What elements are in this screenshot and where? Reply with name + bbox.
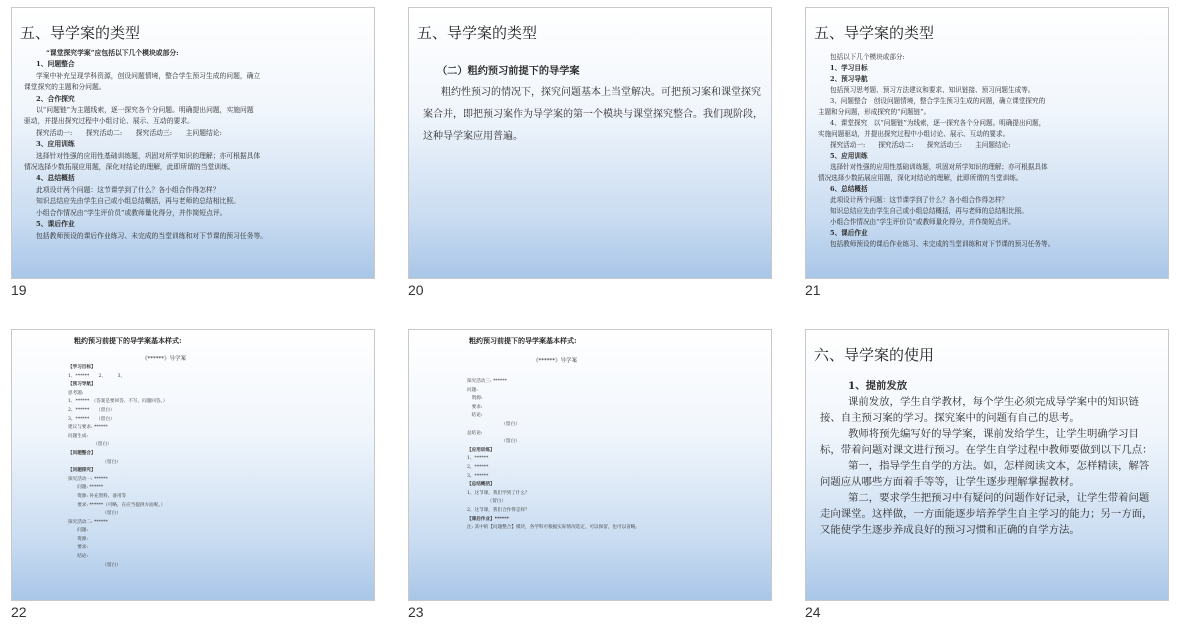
slide-line: 问题: ******: [68, 485, 104, 491]
slide-line: 选择针对性强的应用性基础训练题，巩固对所学知识的理解；亦可根据具体: [830, 163, 1048, 171]
slide-paragraph: 第二，要求学生把预习中有疑问的问题作好记录，让学生带着问题走向课堂。这样做，一方面能逐步培养学生自主学习的能力；另一方面，又能使学生逐步养成良好的预习习惯和正确的自学方法。: [820, 492, 1153, 536]
slide-line: 包括以下几个模块或部分:: [830, 53, 905, 61]
slide-line: 4、总结概括: [36, 174, 75, 183]
slide-line: 探究活动三: ******: [467, 379, 507, 384]
slide-line: 【学习目标】: [68, 365, 96, 370]
slide-line: 1、问题整合: [36, 60, 75, 69]
slide-heading: 1、提前发放: [848, 380, 908, 392]
slide-title: 六、导学案的使用: [814, 346, 935, 364]
slide-line: 2、******: [467, 464, 489, 470]
slide-line: 要求:: [467, 404, 483, 410]
slide-title: 五、导学案的类型: [417, 24, 538, 42]
slide-line: 问题生成:: [68, 433, 88, 439]
slide-line: （留白）: [467, 439, 520, 445]
slide-number: 24: [805, 604, 821, 620]
slide-line: 知识总结应先由学生自己或小组总结概括，再与老师的总结相比照。: [830, 207, 1028, 215]
slide-line: 资源:: [467, 396, 483, 402]
slide-line: 【预习导航】: [68, 382, 96, 388]
slide-line: （留白）: [68, 562, 121, 568]
slide-line: 3、应用训练: [36, 140, 75, 149]
slide-22-canvas[interactable]: [11, 329, 375, 601]
slide-line: 建议与要求: ******: [68, 425, 108, 431]
slide-line: 探究活动二: ******: [68, 519, 108, 525]
slide-line: 1、学习目标: [830, 64, 868, 72]
slide-line: 选择针对性强的应用性基础训练题，巩固对所学知识的理解；亦可根据具体: [36, 151, 261, 160]
slide-body: [820, 378, 1158, 538]
slide-paragraph: 第一，指导学生自学的方法。如，怎样阅读文本，怎样精读，解答问题应从哪些方面着手等等，让学生逐步理解掌握教材。: [820, 460, 1150, 488]
slide-line: 以“问题链”为主题线索，逐一探究各个分问题。明确提出问题，实施问题: [36, 106, 254, 115]
slide-line: 资源: 补充资料、备用等: [68, 493, 127, 499]
slide-line: 6、总结概括: [830, 185, 868, 193]
slide-line: 包括教师预设的课后作业练习、未完成的当堂训练和对下节课的预习任务等。: [830, 240, 1055, 248]
slide-line: 【问题探究】: [68, 468, 96, 474]
slide-title: 粗约预习前提下的导学案基本样式:: [469, 336, 577, 345]
slide-line: 注: 其中的【问题整合】模块，各学科可根据实际情况选定，可以保留，也可以省略。: [467, 525, 640, 531]
slide-19-canvas[interactable]: [11, 7, 375, 279]
slide-line: 问题:: [467, 387, 478, 393]
slide-paragraph: 课前发放，学生自学教材，每个学生必须完成导学案中的知识链接、自主预习案的学习。探究案中的问题有自己的思考。: [820, 396, 1139, 424]
slide-line: 1、******: [467, 456, 489, 462]
slide-line: 驱动，并提出探究过程中小组讨论、展示、互动的要求。: [24, 117, 194, 126]
slide-line: 课堂探究的主题和分问题。: [24, 83, 106, 92]
slide-line: 4、课堂探究 以“问题链”为线索，逐一探究各个分问题。明确提出问题，: [830, 119, 1046, 127]
slide-thumbnail-21[interactable]: [805, 7, 1169, 302]
slide-number: 21: [805, 282, 821, 298]
slide-line: 1、这节课，我们学到了什么？: [467, 490, 530, 496]
slide-20-canvas[interactable]: [408, 7, 772, 279]
slide-line: 2、这节课，我们合作得怎样？: [467, 507, 530, 513]
slide-24-canvas[interactable]: [805, 329, 1169, 601]
slide-thumbnail-24[interactable]: [805, 329, 1169, 624]
slide-number: 22: [11, 604, 27, 620]
slide-subtitle: 《******》导学案: [142, 356, 187, 362]
slide-paragraph: 教师将预先编写好的导学案，课前发给学生，让学生明确学习目标，带着问题对课文进行预习。在学生自学过程中教师要做到以下几点：: [820, 428, 1153, 456]
slide-line: 【课后作业】******: [467, 516, 509, 522]
slide-line: 5、应用训练: [830, 152, 868, 160]
slide-23-canvas[interactable]: [408, 329, 772, 601]
slide-line: 3、******: [467, 473, 489, 479]
slide-line: 探究活动一: 探究活动二: 探究活动三: 主问题结论:: [830, 141, 1011, 149]
slide-line: 2、****** （留白）: [68, 407, 115, 413]
slide-line: 情况选择少数拓展应用题，深化对结论的理解，此即所谓的当堂训练。: [818, 174, 1023, 182]
slide-line: 思考题:: [68, 390, 84, 396]
slide-line: 2、预习导航: [830, 75, 868, 83]
slide-line: 资源:: [68, 536, 88, 542]
slide-line: 1、****** 2、 3、: [68, 373, 126, 379]
slide-line: 1、****** （答案是要回答、不写、问题回答。）: [68, 399, 168, 405]
slide-subtitle: 《******》导学案: [533, 358, 578, 364]
slide-line: 3、****** （留白）: [68, 416, 115, 422]
slide-line: 3、问题整合 创设问题情境，整合学生预习生成的问题，确立课堂探究的: [830, 97, 1046, 105]
slide-line: 此项设计两个问题：这节课学到了什么？各小组合作得怎样？: [36, 185, 220, 194]
slide-line: 粗约性预习的情况下，探究问题基本上当堂解决。可把预习: [441, 87, 701, 98]
slide-number: 20: [408, 282, 424, 298]
slide-thumbnail-23[interactable]: [408, 329, 772, 624]
slide-number: 23: [408, 604, 424, 620]
slide-line: 主题和分问题，形成探究的“问题链”。: [818, 108, 931, 116]
slide-line: 结论:: [467, 413, 483, 419]
slide-line: 结论:: [68, 554, 88, 560]
slide-21-canvas[interactable]: [805, 7, 1169, 279]
slide-line: 【应用训练】: [467, 447, 495, 453]
slide-body: [818, 52, 1160, 250]
slide-body: [24, 48, 366, 242]
slide-body: [423, 60, 765, 148]
slide-line: 探究活动一: 探究活动二: 探究活动三: 主问题结论:: [36, 128, 222, 137]
slide-title: 五、导学案的类型: [20, 24, 141, 42]
slide-line: 总结论:: [467, 430, 483, 436]
slide-number: 19: [11, 282, 27, 298]
slide-line: “课堂探究学案”应包括以下几个模块或部分:: [46, 49, 179, 57]
slide-line: 问题:: [68, 528, 88, 534]
slide-line: 要求:: [68, 545, 88, 551]
slide-line: 学案中补充呈现学科资源，创设问题情境，整合学生预习生成的问题，确立: [36, 71, 261, 80]
slide-line: 实施问题驱动，并提出探究过程中小组讨论、展示、互动的要求。: [818, 130, 1010, 138]
slide-body: [68, 364, 366, 570]
slide-line: 堂探究整合。我们现阶段，这种导学案应用普遍。: [423, 109, 763, 142]
slide-line: 小组合作情况由“学生评价员”或教师量化得分，并作简短点评。: [36, 208, 227, 217]
slide-line: （留白）: [467, 499, 507, 505]
slide-thumbnail-19[interactable]: [11, 7, 375, 302]
slide-line: 包括教师预设的课后作业练习、未完成的当堂训练和对下节课的预习任务等。: [36, 231, 268, 240]
slide-line: 【问题整合】: [68, 450, 96, 456]
slide-line: 此项设计两个问题：这节课学到了什么？各小组合作得怎样？: [830, 196, 1009, 204]
slide-line: 【总结概括】: [467, 482, 495, 488]
slide-paragraph: [423, 82, 765, 148]
slide-line: （留白）: [68, 459, 121, 465]
slide-line: 2、合作探究: [36, 94, 75, 103]
slide-line: 知识总结应先由学生自己或小组总结概括，再与老师的总结相比照。: [36, 197, 240, 206]
slide-thumbnail-20[interactable]: [408, 7, 772, 302]
slide-body: [467, 378, 763, 533]
slide-line: 探究活动一: ******: [68, 476, 108, 482]
slide-line: 5、课后作业: [36, 220, 75, 229]
slide-line: （留白）: [68, 442, 112, 448]
slide-line: 案和课堂探究案合并，即把预习案作为导学案的第一个模块与课: [423, 87, 761, 120]
slide-title: 粗约预习前提下的导学案基本样式:: [74, 336, 182, 345]
slide-thumbnail-22[interactable]: [11, 329, 375, 624]
slide-title: 五、导学案的类型: [814, 24, 935, 42]
slide-line: （留白）: [68, 511, 121, 517]
slide-line: 情况选择少数拓展应用题，深化对结论的理解，此即所谓的当堂训练。: [24, 163, 235, 172]
slide-line: 小组合作情况由“学生评价员”或教师量化得分，并作简短点评。: [830, 218, 1015, 226]
slide-line: 包括预习思考题、预习方法建议和要求、知识链接、预习问题生成等。: [830, 86, 1035, 94]
slide-line: （留白）: [467, 421, 520, 427]
slide-line: 5、课后作业: [830, 229, 868, 237]
slide-heading: （二）粗约预习前提下的导学案: [437, 65, 580, 77]
slide-line: 要求: ******（可略，在应当提供方面呢。）: [68, 502, 166, 508]
